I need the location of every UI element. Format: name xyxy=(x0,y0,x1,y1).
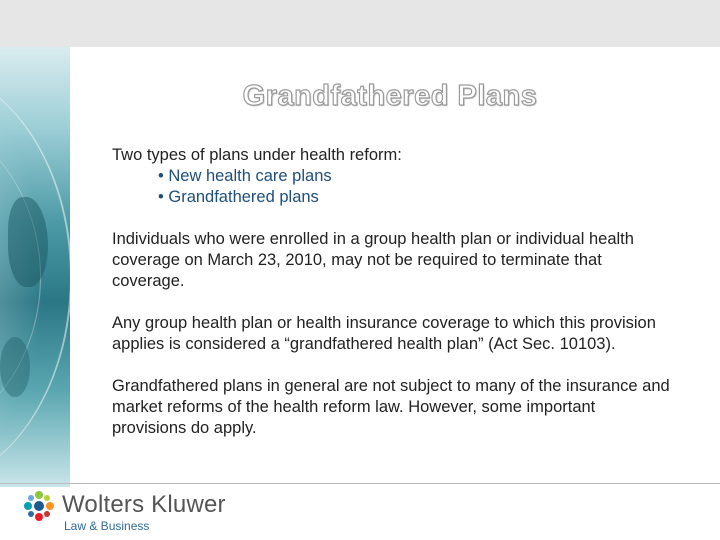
paragraph-reforms: Grandfathered plans in general are not subject to many of the insurance and market reforms of the health reform law. However, some important provisions do apply. xyxy=(112,377,670,437)
slide-title: Grandfathered Plans xyxy=(242,80,538,112)
intro-text: Two types of plans under health reform: xyxy=(112,146,402,164)
paragraph-enrollment: Individuals who were enrolled in a group health plan or individual health coverage on March 23, 2010, may not be required to terminate that coverage. xyxy=(112,230,634,290)
footer-divider xyxy=(0,483,720,484)
globe-image xyxy=(0,47,70,487)
bullet-new-plans: • New health care plans xyxy=(158,167,332,185)
bullet-grandfathered-plans: • Grandfathered plans xyxy=(158,188,319,206)
top-bar xyxy=(0,0,720,47)
slide-content xyxy=(112,145,672,439)
wolters-kluwer-logo-icon xyxy=(22,489,56,523)
paragraph-definition: Any group health plan or health insurance coverage to which this provision applies is considered a “grandfathered health plan” (Act Sec. 10103). xyxy=(112,314,656,353)
brand-division: Law & Business xyxy=(64,519,150,533)
brand-name: Wolters Kluwer xyxy=(62,491,226,518)
